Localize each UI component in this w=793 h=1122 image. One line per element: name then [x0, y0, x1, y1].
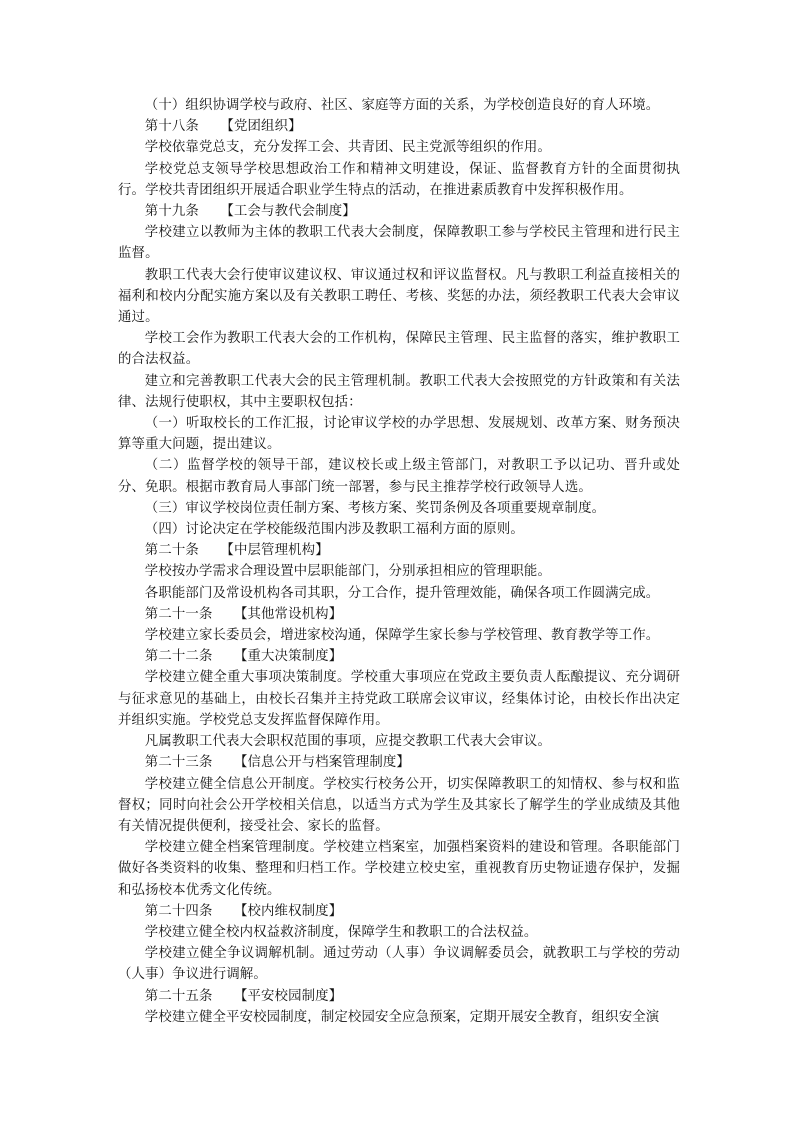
article-heading — [118, 901, 680, 922]
article-number: 第二十一条 — [144, 606, 213, 622]
body-paragraph: （四）讨论决定在学校能级范围内涉及教职工福利方面的原则。 — [144, 522, 524, 538]
body-paragraph: 学校建立家长委员会，增进家校沟通，保障学生家长参与学校管理、教育教学等工作。 — [144, 628, 660, 644]
body-paragraph: 凡属教职工代表大会职权范围的事项，应提交教职工代表大会审议。 — [144, 734, 552, 750]
article-heading — [118, 540, 680, 561]
article-number: 第十九条 — [144, 204, 199, 220]
body-paragraph: 学校按办学需求合理设置中层职能部门，分别承担相应的管理职能。 — [144, 564, 552, 580]
article-title: 【重大决策制度】 — [233, 649, 343, 665]
body-paragraph: 学校建立健全重大事项决策制度。学校重大事项应在党政主要负责人酝酿提议、充分调研与征求意见的基础上，由校长召集并主持党政工联席会议审议，经集体讨论，由校长作出决定并组织实施。学校党总支发挥监督保障作用。 — [118, 670, 680, 728]
article-heading — [118, 604, 680, 625]
body-paragraph: 学校依靠党总支，充分发挥工会、共青团、民主党派等组织的作用。 — [144, 140, 552, 156]
article-number: 第二十四条 — [144, 903, 213, 919]
article-title: 【中层管理机构】 — [220, 543, 329, 559]
body-paragraph: 学校建立健全争议调解机制。通过劳动（人事）争议调解委员会，就教职工与学校的劳动（人事）争议进行调解。 — [118, 946, 680, 983]
article-heading — [118, 116, 680, 137]
body-paragraph: （三）审议学校岗位责任制方案、考核方案、奖罚条例及各项重要规章制度。 — [144, 500, 606, 516]
article-title: 【党团组织】 — [220, 119, 302, 135]
article-title: 【工会与教代会制度】 — [220, 204, 356, 220]
article-title: 【其他常设机构】 — [233, 606, 343, 622]
body-paragraph: 学校建立以教师为主体的教职工代表大会制度，保障教职工参与学校民主管理和进行民主监督。 — [118, 225, 680, 262]
body-paragraph: 学校建立健全平安校园制度，制定校园安全应急预案，定期开展安全教育，组织安全演 — [144, 1009, 660, 1025]
body-paragraph: 学校工会作为教职工代表大会的工作机构，保障民主管理、民主监督的落实，维护教职工的合法权益。 — [118, 331, 680, 368]
article-number: 第二十五条 — [144, 988, 213, 1004]
article-heading — [118, 646, 680, 667]
body-paragraph: 学校党总支领导学校思想政治工作和精神文明建设，保证、监督教育方针的全面贯彻执行。学校共青团组织开展适合职业学生特点的活动，在推进素质教育中发挥积极作用。 — [118, 161, 680, 198]
body-paragraph: 学校建立健全信息公开制度。学校实行校务公开，切实保障教职工的知情权、参与权和监督权；同时向社会公开学校相关信息，以适当方式为学生及其家长了解学生的学业成绩及其他有关情况提供便利，接受社会、家长的监督。 — [118, 776, 680, 834]
body-paragraph: 建立和完善教职工代表大会的民主管理机制。教职工代表大会按照党的方针政策和有关法律、法规行使职权，其中主要职权包括： — [118, 373, 680, 410]
body-paragraph: （十）组织协调学校与政府、社区、家庭等方面的关系，为学校创造良好的育人环境。 — [144, 98, 660, 113]
body-paragraph: （二）监督学校的领导干部，建议校长或上级主管部门，对教职工予以记功、晋升或处分、免职。根据市教育局人事部门统一部署，参与民主推荐学校行政领导人选。 — [118, 458, 680, 495]
document-body — [118, 95, 680, 1028]
body-paragraph: 各职能部门及常设机构各司其职，分工合作，提升管理效能，确保各项工作圆满完成。 — [144, 585, 660, 601]
article-heading — [118, 201, 680, 222]
article-number: 第二十条 — [144, 543, 199, 559]
article-title: 【校内维权制度】 — [233, 903, 343, 919]
article-heading — [118, 752, 680, 773]
article-title: 【信息公开与档案管理制度】 — [233, 755, 410, 771]
body-paragraph: 学校建立健全档案管理制度。学校建立档案室，加强档案资料的建设和管理。各职能部门做好各类资料的收集、整理和归档工作。学校建立校史室，重视教育历史物证遗存保护，发掘和弘扬校本优秀文化传统。 — [118, 840, 680, 898]
body-paragraph: 学校建立健全校内权益救济制度，保障学生和教职工的合法权益。 — [144, 924, 538, 940]
body-paragraph: （一）听取校长的工作汇报，讨论审议学校的办学思想、发展规划、改革方案、财务预决算等重大问题，提出建议。 — [118, 416, 680, 453]
article-heading — [118, 986, 680, 1007]
article-number: 第十八条 — [144, 119, 199, 135]
article-number: 第二十三条 — [144, 755, 213, 771]
article-number: 第二十二条 — [144, 649, 213, 665]
body-paragraph: 教职工代表大会行使审议建议权、审议通过权和评议监督权。凡与教职工利益直接相关的福利和校内分配实施方案以及有关教职工聘任、考核、奖惩的办法，须经教职工代表大会审议通过。 — [118, 267, 680, 326]
article-title: 【平安校园制度】 — [233, 988, 343, 1004]
